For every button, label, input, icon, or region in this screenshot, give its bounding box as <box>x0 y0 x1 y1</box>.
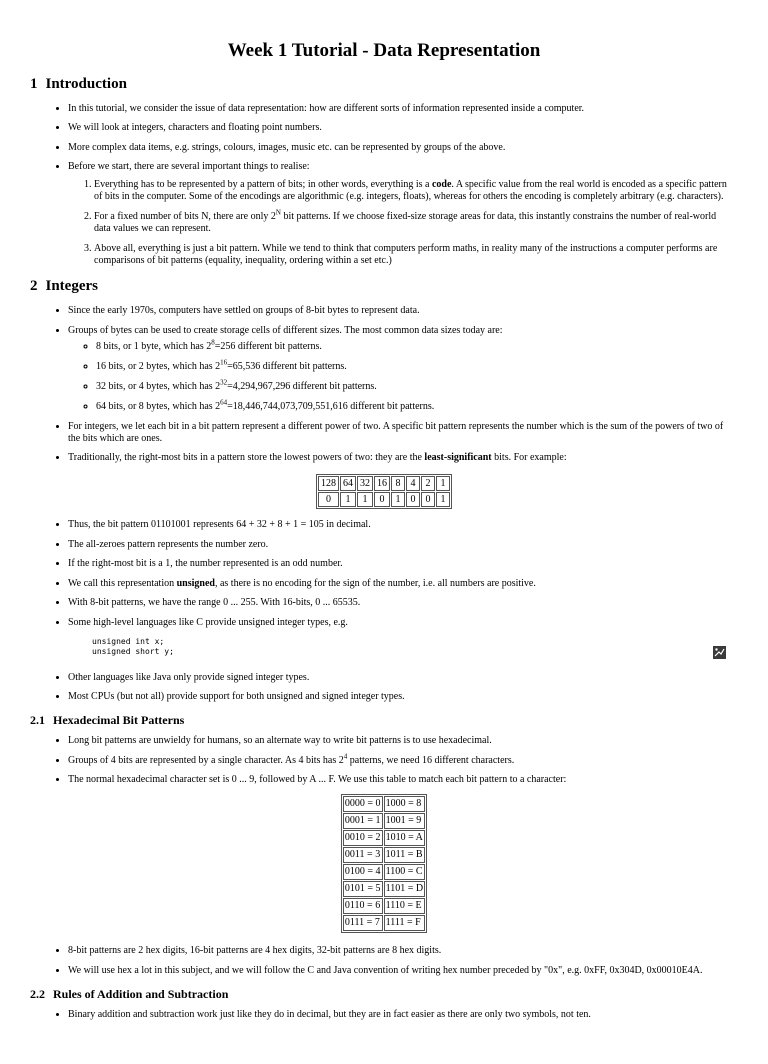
code-line: unsigned int x; <box>92 636 165 646</box>
powers-row <box>318 476 450 491</box>
table-row <box>343 915 425 931</box>
list-item: • Long bit patterns are unwieldy for humans, so an alternate way to write bit patterns is to use hexadecimal. <box>68 735 728 747</box>
image-placeholder-icon[interactable] <box>713 646 726 659</box>
table-cell: 1000 = 8 <box>384 796 426 812</box>
rules-list <box>40 1009 728 1021</box>
table-cell: 0101 = 5 <box>343 881 383 897</box>
hex-list <box>40 735 728 786</box>
table-cell: 64 <box>340 476 356 491</box>
table-row <box>343 864 425 880</box>
section-heading-introduction: 1 Introduction <box>30 75 127 92</box>
list-item: ◦ 32 bits, or 4 bytes, which has $2^{32}=4,294,967,296$ different bit patterns. <box>96 381 728 393</box>
table-cell: 16 <box>374 476 390 491</box>
table-cell: 0001 = 1 <box>343 813 383 829</box>
list-item: • In this tutorial, we consider the issue of data representation: how are different sorts of information represented inside a computer. <box>68 103 728 115</box>
table-cell: 1101 = D <box>384 881 426 897</box>
table-cell: 1 <box>340 492 356 507</box>
table-cell: 0100 = 4 <box>343 864 383 880</box>
integers-list <box>40 305 728 464</box>
table-cell: 8 <box>391 476 405 491</box>
page-title: Week 1 Tutorial - Data Representation <box>227 40 541 61</box>
table-cell: 1 <box>436 476 450 491</box>
table-cell: 1110 = E <box>384 898 426 914</box>
list-item: • With 8-bit patterns, we have the range 0 ... 255. With 16-bits, 0 ... 65535. <box>68 597 728 609</box>
list-item: • Groups of bytes can be used to create storage cells of different sizes. The most common data sizes today are: ◦ 8 bits, or 1 byte, which has $2^8=256$ different bit patterns. ◦ 16 bits, or 2 bytes, which has $2^{16}=65,536$ different bit patterns. ◦ 32 bits, or 4 bytes, which has $2^{32}=4,294,967,296$ different bit patterns. ◦ 64 bits, or 8 bytes, which has $2^{64}=18,446,744,073,709,551,616$ different bit patterns. <box>68 325 728 413</box>
table-cell: 0 <box>318 492 339 507</box>
table-row <box>343 830 425 846</box>
list-item: • The all-zeroes pattern represents the number zero. <box>68 539 728 551</box>
table-cell: 128 <box>318 476 339 491</box>
table-cell: 1011 = B <box>384 847 426 863</box>
bit-pattern-table <box>316 474 452 509</box>
table-cell: 1111 = F <box>384 915 426 931</box>
numbered-list <box>68 179 728 267</box>
bits-row <box>318 492 450 507</box>
hex-list-continued <box>40 945 728 977</box>
hex-table <box>341 794 427 933</box>
list-item: • For integers, we let each bit in a bit pattern represent a different power of two. A specific bit pattern represents the number which is the sum of the powers of two of the bits which are ones. <box>68 421 728 445</box>
table-cell: 0010 = 2 <box>343 830 383 846</box>
list-item: • We will use hex a lot in this subject, and we will follow the C and Java convention of writing hex number preceded by "0x", e.g. 0xFF, 0x304D, 0x00010E4A. <box>68 965 728 977</box>
table-cell: 1100 = C <box>384 864 426 880</box>
table-cell: 0011 = 3 <box>343 847 383 863</box>
table-cell: 1001 = 9 <box>384 813 426 829</box>
list-item: • Other languages like Java only provide signed integer types. <box>68 672 728 684</box>
table-row <box>343 898 425 914</box>
list-item: • Thus, the bit pattern 01101001 represents 64 + 32 + 8 + 1 = 105 in decimal. <box>68 519 728 531</box>
section-heading-addition-subtraction: 2.2 Rules of Addition and Subtraction <box>30 986 229 1001</box>
table-cell: 1 <box>436 492 450 507</box>
table-row <box>343 813 425 829</box>
list-item: • Traditionally, the right-most bits in a pattern store the lowest powers of two: they are the least-significant bits. For example: <box>68 452 728 464</box>
list-item: • Binary addition and subtraction work just like they do in decimal, but they are in fact easier as there are only two symbols, not ten. <box>68 1009 728 1021</box>
table-cell: 0110 = 6 <box>343 898 383 914</box>
table-cell: 0 <box>406 492 420 507</box>
table-cell: 0 <box>374 492 390 507</box>
table-cell: 4 <box>406 476 420 491</box>
document-page <box>0 40 768 1021</box>
list-item: ◦ 16 bits, or 2 bytes, which has $2^{16}=65,536$ different bit patterns. <box>96 361 728 373</box>
table-cell: 0000 = 0 <box>343 796 383 812</box>
section-heading-integers: 2 Integers <box>30 278 98 295</box>
table-cell: 2 <box>421 476 435 491</box>
code-block <box>92 637 728 658</box>
code-line: unsigned short y; <box>92 647 174 657</box>
intro-list <box>40 103 728 268</box>
integers-list-continued <box>40 519 728 703</box>
list-item: 3. Above all, everything is just a bit pattern. While we tend to think that computers perform maths, in reality many of the instructions a computer performs are comparisons of bit patterns (equality, inequality, ordering within a set etc.) <box>94 243 728 267</box>
list-item: • 8-bit patterns are 2 hex digits, 16-bit patterns are 4 hex digits, 32-bit patterns are 8 hex digits. <box>68 945 728 957</box>
list-item: ◦ 8 bits, or 1 byte, which has $2^8=256$ different bit patterns. <box>96 341 728 353</box>
table-cell: 1 <box>391 492 405 507</box>
table-row <box>343 796 425 812</box>
list-item: • More complex data items, e.g. strings, colours, images, music etc. can be represented by groups of the above. <box>68 142 728 154</box>
list-item: ◦ 64 bits, or 8 bytes, which has $2^{64}=18,446,744,073,709,551,616$ different bit patterns. <box>96 401 728 413</box>
table-cell: 32 <box>357 476 373 491</box>
table-cell: 0 <box>421 492 435 507</box>
list-item: 2. For a fixed number of bits N, there are only $2^N$ bit patterns. If we choose fixed-size storage areas for data, this instantly constrains the number of real-world data values we can represent. <box>94 211 728 235</box>
list-item: • We will look at integers, characters and floating point numbers. <box>68 122 728 134</box>
data-sizes-list <box>68 338 728 413</box>
list-item: • Since the early 1970s, computers have settled on groups of 8-bit bytes to represent data. <box>68 305 728 317</box>
table-cell: 1 <box>357 492 373 507</box>
list-item: • The normal hexadecimal character set is 0 ... 9, followed by A ... F. We use this table to match each bit pattern to a character: <box>68 774 728 786</box>
table-row <box>343 847 425 863</box>
list-item: • We call this representation unsigned, as there is no encoding for the sign of the number, i.e. all numbers are positive. <box>68 578 728 590</box>
list-item: • Before we start, there are several important things to realise: 1. Everything has to be represented by a pattern of bits; in other words, everything is a code. A specific value from the real world is encoded as a specific pattern of bits in the computer. Some of the encodings are algorithmic (e.g. integers, floats), whereas for others the encoding is completely arbitrary (e.g. characters). 2. For a fixed number of bits N, there are only $2^N$ bit patterns. If we choose fixed-size storage areas for data, this instantly constrains the number of real-world data values we can represent. 3. Above all, everything is just a bit pattern. While we tend to think that computers perform maths, in reality many of the instructions a computer performs are comparisons of bit patterns (equality, inequality, ordering within a set etc.) <box>68 161 728 267</box>
table-cell: 0111 = 7 <box>343 915 383 931</box>
list-item: • If the right-most bit is a 1, the number represented is an odd number. <box>68 558 728 570</box>
table-row <box>343 881 425 897</box>
section-heading-hexadecimal: 2.1 Hexadecimal Bit Patterns <box>30 713 185 728</box>
list-item: 1. Everything has to be represented by a pattern of bits; in other words, everything is a code. A specific value from the real world is encoded as a specific pattern of bits in the computer. Some of the encodings are algorithmic (e.g. integers, floats), whereas for others the encoding is completely arbitrary (e.g. characters). <box>94 179 728 203</box>
list-item: • Most CPUs (but not all) provide support for both unsigned and signed integer types. <box>68 691 728 703</box>
list-item: • Some high-level languages like C provide unsigned integer types, e.g. unsigned int x; unsigned short y; <box>68 617 728 658</box>
table-cell: 1010 = A <box>384 830 426 846</box>
list-item: • Groups of 4 bits are represented by a single character. As 4 bits has $2^4$ patterns, we need 16 different characters. <box>68 755 728 767</box>
